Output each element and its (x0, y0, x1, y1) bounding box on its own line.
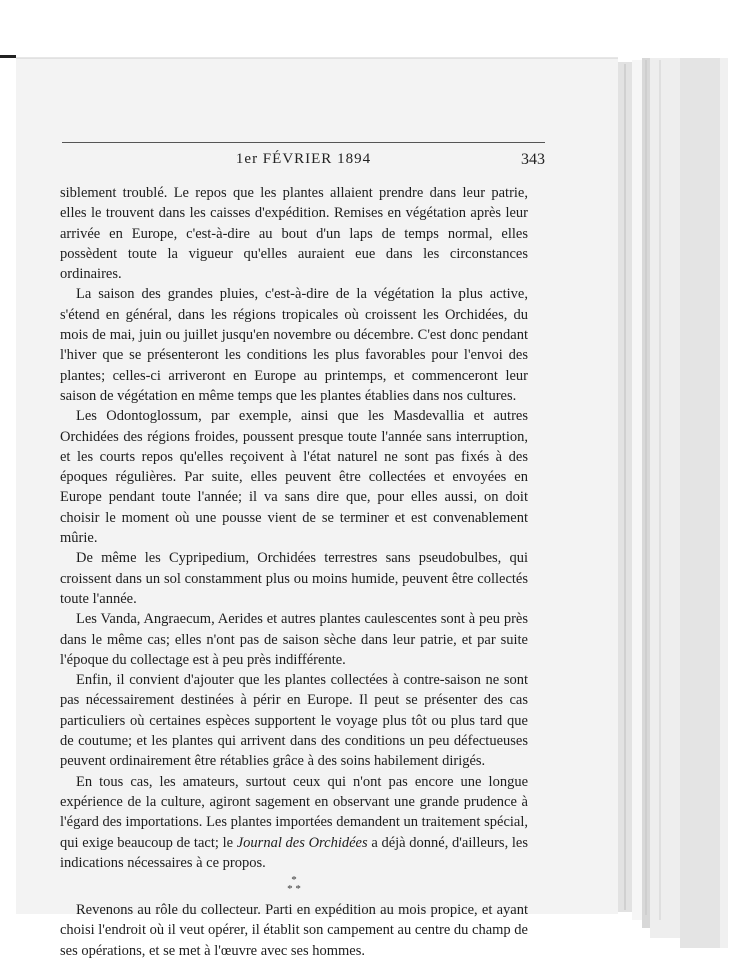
article-body (60, 183, 528, 961)
paragraph (60, 772, 528, 873)
paragraph: Enfin, il convient d'ajouter que les plantes collectées à contre-saison ne sont pas nécessairement destinées à périr en Europe. Il peut se présenter des cas particuliers où certaines espèces supportent le voyage plus tôt ou plus tard que de coutume; et les plantes qui arrivent dans des conditions un peu défectueuses peuvent ordinairement être rétablies grâce à des soins habilement dirigés. (60, 672, 528, 770)
paragraph-text: En tous cas, les amateurs, surtout ceux qui n'ont pas encore une longue expérience de la culture, agiront sagement en observant une grande prudence à l'égard des importations. Les plantes importées demandent un traitement spécial, qui exige beaucoup de tact; le (60, 773, 528, 851)
page-number: 343 (521, 151, 545, 168)
header-date: 1er FÉVRIER 1894 (235, 151, 372, 167)
running-header (62, 142, 545, 177)
paragraph: Les Odontoglossum, par exemple, ainsi que les Masdevallia et autres Orchidées des régions froides, poussent presque toute l'année sans interruption, et les courts repos qu'elles reçoivent à l'état naturel ne sont pas fixés à des époques régulières. Par suite, elles peuvent être collectées et envoyées en Europe pendant toute l'année; il va sans dire que, pour elles aussi, on doit choisir le moment où une pousse vient de se terminer et est convenablement mûrie. (60, 408, 528, 547)
paragraph-text: a déjà donné, d'ailleurs, les indications nécessaires à ce propos. (60, 834, 529, 871)
asterism-top: * (291, 874, 297, 887)
paragraph: siblement troublé. Le repos que les plantes allaient prendre dans leur patrie, elles le trouvent dans les caisses d'expédition. Remises en végétation après leur arrivée en Europe, c'est-à-dire au bout d'un laps de temps normal, elles possèdent toute la vigueur qu'elles auraient eue dans les circonstances ordinaires. (60, 185, 528, 283)
section-separator (60, 876, 528, 894)
paragraph: Les Vanda, Angraecum, Aerides et autres plantes caulescentes sont à peu près dans le même cas; elles n'ont pas de saison sèche dans leur patrie, et par suite l'époque du collectage est à peu près indifférente. (60, 611, 528, 668)
paragraph: Revenons au rôle du collecteur. Parti en expédition au mois propice, et ayant choisi l'endroit où il veut opérer, il établit son campement au centre du champ de ses opérations, et se met à l'œuvre avec ses hommes. (60, 902, 528, 959)
journal-title: Journal des Orchidées (236, 834, 368, 851)
paragraph: De même les Cypripedium, Orchidées terrestres sans pseudobulbes, qui croissent dans un sol constamment plus ou moins humide, peuvent être collectés toute l'année. (60, 550, 528, 607)
paragraph: La saison des grandes pluies, c'est-à-dire de la végétation la plus active, s'étend en général, dans les régions tropicales où croissent les Orchidées, du mois de mai, juin ou juillet jusqu'en novembre ou décembre. C'est donc pendant l'hiver que se présenteront les conditions les plus favorables pour l'envoi des plantes; celles-ci arriveront en Europe au printemps, et commenceront leur saison de végétation en même temps que les plantes établies dans nos cultures. (60, 286, 528, 404)
asterism-bottom: * * (287, 883, 301, 896)
